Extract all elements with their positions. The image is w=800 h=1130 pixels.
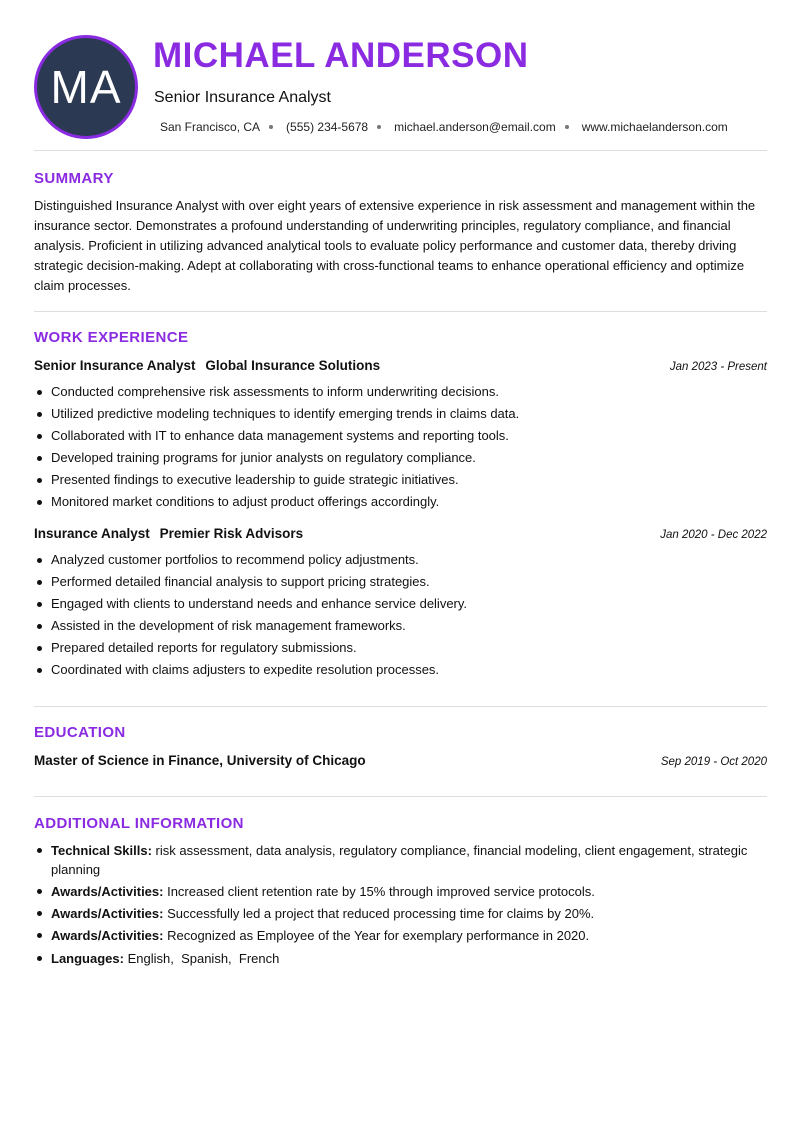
additional-heading: ADDITIONAL INFORMATION [34,815,244,832]
list-item: Engaged with clients to understand needs and enhance service delivery. [34,593,767,615]
item-text: Increased client retention rate by 15% through improved service protocols. [167,884,595,899]
list-item: Monitored market conditions to adjust product offerings accordingly. [34,491,767,513]
list-item [34,882,767,901]
additional-list [34,841,767,971]
summary-text: Distinguished Insurance Analyst with over eight years of extensive experience in risk assessment and management within the insurance sector. Demonstrates a profound understanding of underwriting principles, regulatory compliance, and financial analysis. Proficient in utilizing advanced analytical tools to evaluate policy performance and customer data, thereby driving strategic decision-making. Adept at collaborating with cross-functional teams to enhance operational efficiency and optimize claim processes. [34,198,756,293]
separator-dot-icon [565,125,569,129]
list-item: Conducted comprehensive risk assessments to inform underwriting decisions. [34,381,767,403]
job-position: Insurance Analyst [34,526,150,541]
item-text: Recognized as Employee of the Year for exemplary performance in 2020. [167,928,590,943]
separator-dot-icon [377,125,381,129]
resume-header [0,0,800,150]
job-company: Global Insurance Solutions [205,358,381,373]
divider [34,796,767,797]
item-text: risk assessment, data analysis, regulatory compliance, financial modeling, client engagement, strategic planning [51,843,748,877]
item-label: Technical Skills: [51,843,152,858]
list-item: Utilized predictive modeling techniques to identify emerging trends in claims data. [34,403,767,425]
list-item: Developed training programs for junior analysts on regulatory compliance. [34,447,767,469]
list-item: Coordinated with claims adjusters to expedite resolution processes. [34,659,767,681]
list-item: Performed detailed financial analysis to support pricing strategies. [34,571,767,593]
item-label: Awards/Activities: [51,884,164,899]
divider [34,150,767,151]
avatar [34,35,138,139]
job-bullets [34,549,767,681]
item-label: Awards/Activities: [51,928,164,943]
list-item [34,904,767,923]
job-position: Senior Insurance Analyst [34,358,196,373]
separator-dot-icon [269,125,273,129]
job-dates: Jan 2020 - Dec 2022 [660,529,767,541]
avatar-initials: MA [50,61,122,113]
education-dates: Sep 2019 - Oct 2020 [660,756,767,768]
job-title [34,358,380,373]
item-label: Awards/Activities: [51,906,164,921]
item-label: Languages: [51,951,124,966]
candidate-name: MICHAEL ANDERSON [153,36,529,75]
list-item: Prepared detailed reports for regulatory submissions. [34,637,767,659]
list-item: Presented findings to executive leadership to guide strategic initiatives. [34,469,767,491]
job-title [34,526,303,541]
contact-email[interactable]: michael.anderson@email.com [394,120,556,134]
summary-heading: SUMMARY [34,170,114,187]
contact-phone: (555) 234-5678 [286,120,369,134]
contact-line [160,120,728,134]
experience-heading: WORK EXPERIENCE [34,329,189,346]
job-bullets [34,381,767,513]
divider [34,311,767,312]
job-header [34,526,767,541]
list-item [34,841,767,879]
list-item: Assisted in the development of risk management frameworks. [34,615,767,637]
list-item [34,949,767,968]
job-company: Premier Risk Advisors [159,526,304,541]
job-header [34,358,767,373]
education-heading: EDUCATION [34,724,126,741]
contact-website[interactable]: www.michaelanderson.com [581,120,728,134]
job-dates: Jan 2023 - Present [669,361,767,373]
education-entry [34,753,767,768]
item-text: English, Spanish, French [127,951,280,966]
list-item: Collaborated with IT to enhance data management systems and reporting tools. [34,425,767,447]
divider [34,706,767,707]
candidate-role: Senior Insurance Analyst [154,89,331,106]
list-item: Analyzed customer portfolios to recommend policy adjustments. [34,549,767,571]
education-degree: Master of Science in Finance, University of Chicago [34,753,366,768]
list-item [34,926,767,945]
item-text: Successfully led a project that reduced processing time for claims by 20%. [167,906,595,921]
contact-location: San Francisco, CA [160,120,261,134]
